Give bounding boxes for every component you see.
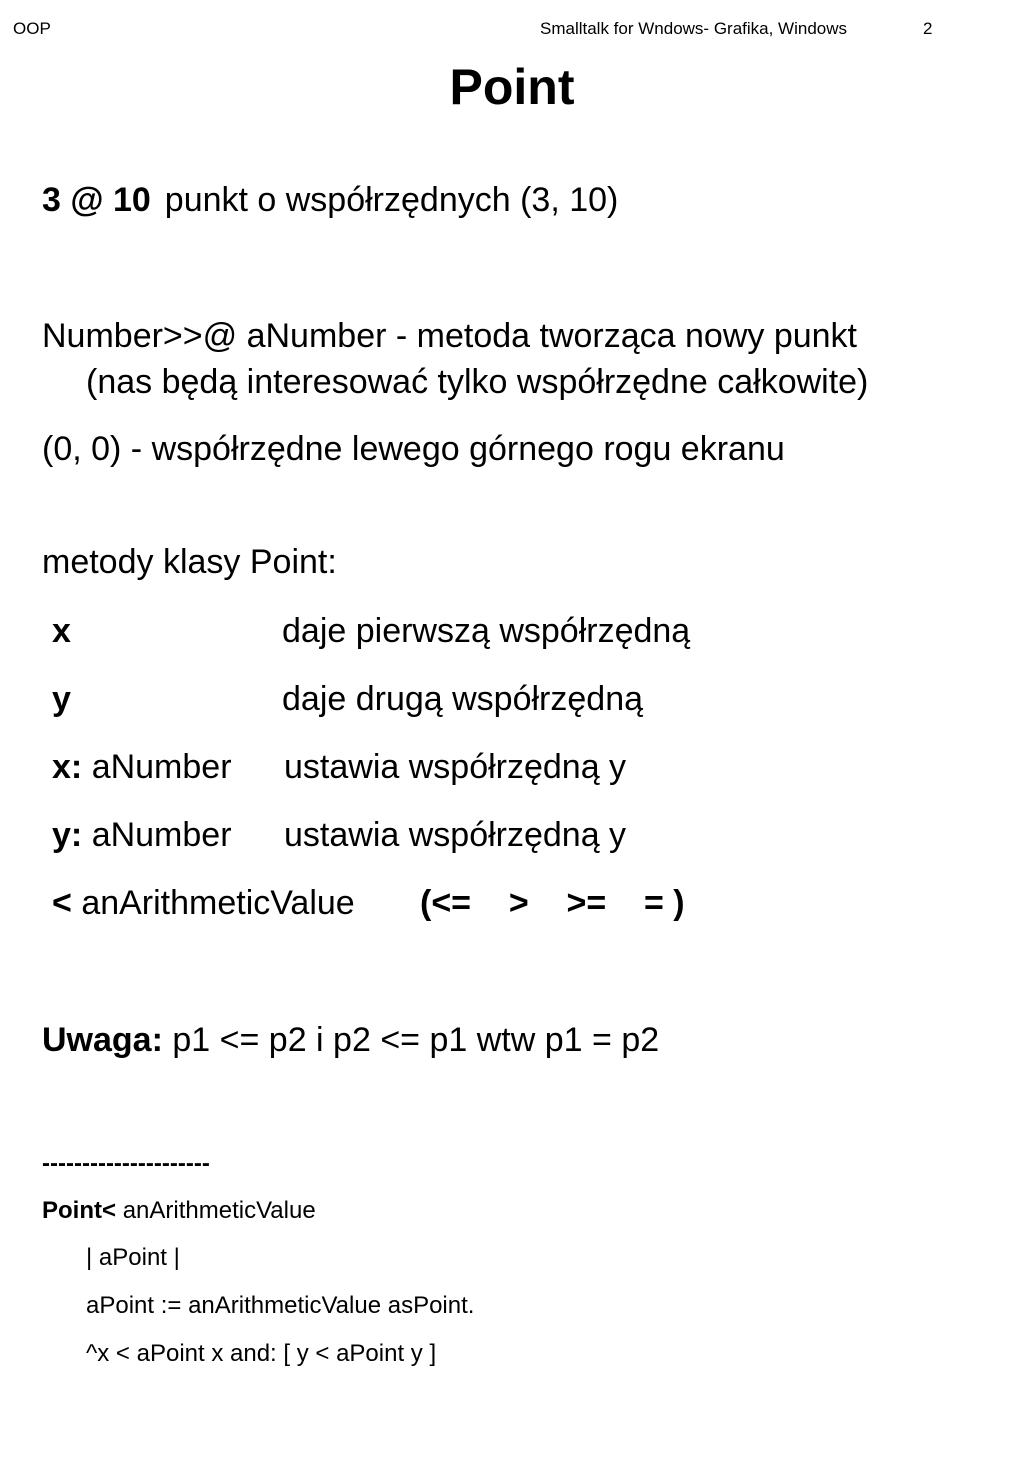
header-left: OOP — [13, 19, 51, 38]
method-row-y-setter — [52, 816, 232, 855]
code-signature-arg: anArithmeticValue — [122, 1197, 316, 1224]
note-label: Uwaga: — [42, 1021, 163, 1059]
intro-expression: 3 @ 10 — [42, 181, 151, 219]
origin-note: (0, 0) - współrzędne lewego górnego rogu ekranu — [42, 430, 785, 468]
note-line — [42, 1021, 659, 1060]
compare-row — [52, 884, 355, 923]
number-method-line1: Number>>@ aNumber - metoda tworząca nowy punkt — [42, 317, 857, 355]
compare-selector: < — [52, 884, 72, 922]
method-row-x — [52, 612, 71, 651]
code-line: | aPoint | — [86, 1244, 180, 1271]
method-selector: x — [52, 612, 71, 650]
compare-arg: anArithmeticValue — [81, 884, 355, 922]
method-desc-y-setter: ustawia współrzędną y — [284, 816, 627, 854]
method-selector: y: — [52, 816, 83, 854]
method-row-y — [52, 680, 71, 719]
intro-description: punkt o współrzędnych (3, 10) — [164, 181, 619, 219]
method-arg: aNumber — [91, 748, 232, 786]
header-center: Smalltalk for Wndows- Grafika, Windows — [540, 19, 848, 38]
methods-heading: metody klasy Point: — [42, 543, 337, 581]
page-title: Point — [449, 59, 575, 115]
code-line: ^x < aPoint x and: [ y < aPoint y ] — [86, 1340, 437, 1367]
method-desc-x-setter: ustawia współrzędną y — [284, 748, 627, 786]
compare-others: (<= > >= = ) — [420, 884, 685, 922]
note-text: p1 <= p2 i p2 <= p1 wtw p1 = p2 — [172, 1021, 660, 1059]
intro-line — [42, 181, 618, 220]
code-separator: --------------------- — [42, 1150, 210, 1177]
method-desc-y: daje drugą współrzędną — [282, 680, 644, 718]
page-number: 2 — [923, 19, 933, 38]
code-line: aPoint := anArithmeticValue asPoint. — [86, 1292, 475, 1319]
method-arg: aNumber — [91, 816, 232, 854]
method-row-x-setter — [52, 748, 232, 787]
code-signature — [42, 1197, 316, 1225]
number-method-line2: (nas będą interesować tylko współrzędne całkowite) — [86, 363, 869, 401]
method-selector: y — [52, 680, 71, 718]
code-signature-selector: Point< — [42, 1197, 117, 1224]
method-desc-x: daje pierwszą współrzędną — [282, 612, 691, 650]
method-selector: x: — [52, 748, 83, 786]
